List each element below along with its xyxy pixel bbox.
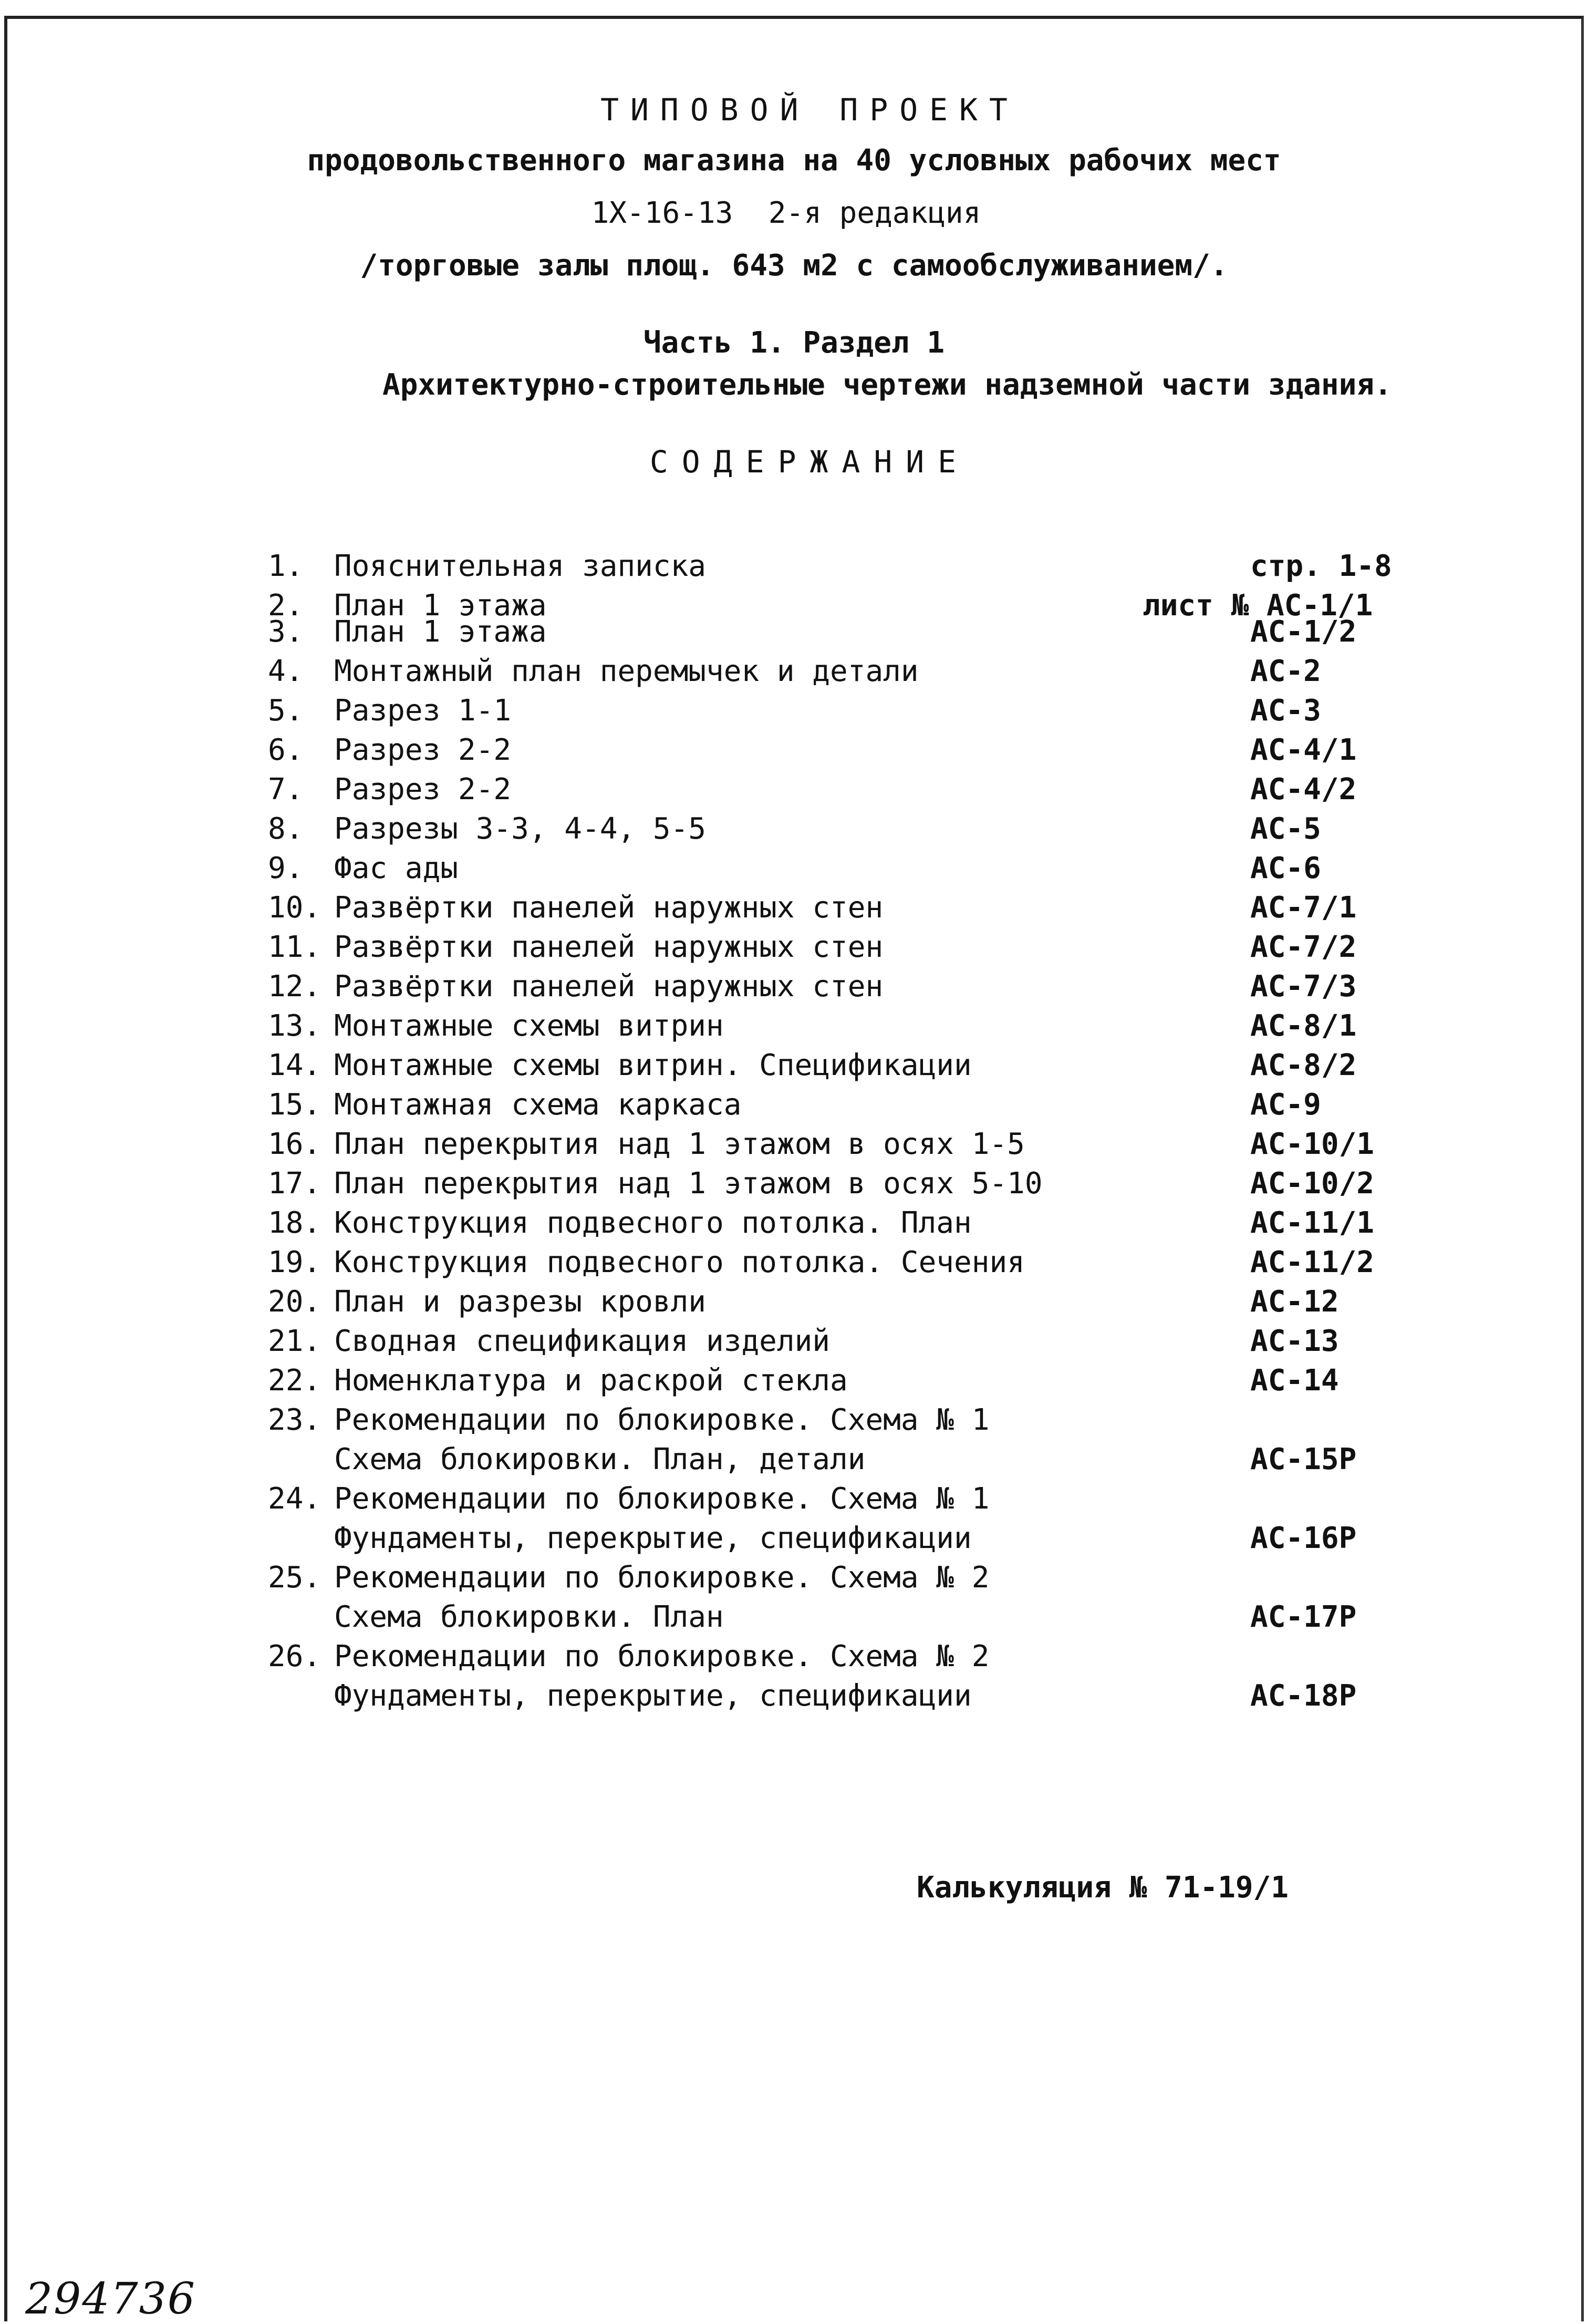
contents-item-number: 1. — [268, 549, 304, 583]
contents-item-number: 13. — [268, 1009, 321, 1043]
contents-item — [0, 1245, 1588, 1287]
contents-item-sheet: АС-1/2 — [1250, 615, 1357, 649]
contents-item-sheet: АС-10/2 — [1250, 1166, 1375, 1201]
contents-item-title: Конструкция подвесного потолка. Сечения — [334, 1245, 1025, 1279]
contents-item-title: Фундаменты, перекрытие, спецификации — [334, 1679, 972, 1713]
contents-item-title: Разрез 2-2 — [334, 733, 512, 767]
contents-item-sheet: АС-9 — [1250, 1088, 1321, 1122]
contents-item-number: 14. — [268, 1048, 321, 1082]
contents-item-title: Фундаменты, перекрытие, спецификации — [334, 1521, 972, 1555]
contents-item — [0, 1563, 1588, 1602]
contents-item-number: 12. — [268, 969, 321, 1004]
contents-item-number: 19. — [268, 1245, 321, 1279]
contents-item-title: Монтажные схемы витрин. Спецификации — [334, 1048, 972, 1082]
contents-item — [0, 1366, 1588, 1405]
contents-item — [0, 1011, 1588, 1050]
contents-item — [0, 814, 1588, 853]
contents-item-number: 23. — [268, 1403, 321, 1437]
contents-item — [0, 1484, 1588, 1523]
contents-item-sheet: АС-3 — [1250, 694, 1321, 728]
contents-item-sheet: АС-11/1 — [1250, 1206, 1375, 1240]
contents-item-title: Монтажные схемы витрин — [334, 1009, 724, 1043]
project-area-note: /торговые залы площ. 643 м2 с самообслуживанием/. — [360, 249, 1228, 283]
contents-item-title: Разрез 2-2 — [334, 772, 512, 807]
contents-item-number: 11. — [268, 930, 321, 964]
contents-item — [0, 772, 1588, 814]
contents-item-sheet: АС-16Р — [1250, 1521, 1357, 1555]
contents-item-title: Номенклатура и раскрой стекла — [334, 1364, 848, 1398]
contents-item-sheet: АС-15Р — [1250, 1442, 1357, 1476]
contents-item-number: 2. — [268, 588, 304, 623]
contents-item-title: План перекрытия над 1 этажом в осях 5-10 — [334, 1166, 1043, 1201]
contents-item-sheet: АС-2 — [1250, 654, 1321, 688]
contents-item-number: 8. — [268, 812, 304, 846]
contents-item-sheet: АС-12 — [1250, 1285, 1339, 1319]
contents-item — [0, 1521, 1588, 1563]
contents-item — [0, 654, 1588, 696]
contents-item-title: Развёртки панелей наружных стен — [334, 969, 884, 1004]
contents-item-title: Пояснительная записка — [334, 549, 707, 583]
part-description: Архитектурно-строительные чертежи надземной части здания. — [382, 368, 1392, 402]
contents-item-sheet: АС-6 — [1250, 851, 1321, 885]
contents-item-title: Рекомендации по блокировке. Схема № 2 — [334, 1639, 990, 1674]
contents-item-sheet: АС-13 — [1250, 1324, 1339, 1358]
contents-item — [0, 549, 1588, 591]
contents-item — [0, 1090, 1588, 1129]
contents-item-number: 20. — [268, 1285, 321, 1319]
contents-item — [0, 893, 1588, 932]
contents-item-sheet: АС-5 — [1250, 812, 1321, 846]
contents-item — [0, 617, 1588, 656]
part-label: Часть 1. Раздел 1 — [643, 326, 945, 360]
contents-item-number: 6. — [268, 733, 304, 767]
contents-item-number: 22. — [268, 1364, 321, 1398]
contents-item-number: 18. — [268, 1206, 321, 1240]
contents-item-title: План 1 этажа — [334, 588, 547, 623]
contents-item — [0, 1324, 1588, 1366]
contents-item-number: 15. — [268, 1088, 321, 1122]
contents-item — [0, 851, 1588, 893]
contents-item — [0, 1639, 1588, 1681]
contents-item-sheet: АС-8/1 — [1250, 1009, 1357, 1043]
contents-item-number: 5. — [268, 694, 304, 728]
contents-item-title: Рекомендации по блокировке. Схема № 1 — [334, 1403, 990, 1437]
contents-item-title: Разрез 1-1 — [334, 694, 512, 728]
contents-item-title: Разрезы 3-3, 4-4, 5-5 — [334, 812, 707, 846]
contents-item-number: 10. — [268, 891, 321, 925]
document-title: ТИПОВОЙ ПРОЕКТ — [600, 92, 1019, 128]
contents-item-sheet: АС-7/2 — [1250, 930, 1357, 964]
contents-item-number: 26. — [268, 1639, 321, 1674]
contents-item — [0, 930, 1588, 972]
contents-item-number: 24. — [268, 1482, 321, 1516]
contents-item-title: Схема блокировки. План — [334, 1600, 724, 1634]
contents-item — [0, 1681, 1588, 1720]
handwritten-inventory-number: 294736 — [25, 2274, 196, 2324]
contents-item-number: 25. — [268, 1561, 321, 1595]
contents-item — [0, 1442, 1588, 1484]
contents-item-number: 4. — [268, 654, 304, 688]
contents-item-sheet: АС-14 — [1250, 1364, 1339, 1398]
contents-item-number: 17. — [268, 1166, 321, 1201]
contents-item-title: Развёртки панелей наружных стен — [334, 891, 884, 925]
contents-item — [0, 1403, 1588, 1444]
contents-item-sheet: стр. 1-8 — [1250, 549, 1392, 583]
contents-item-title: Конструкция подвесного потолка. План — [334, 1206, 972, 1240]
contents-item-title: Развёртки панелей наружных стен — [334, 930, 884, 964]
contents-item — [0, 1600, 1588, 1641]
contents-item-title: Монтажный план перемычек и детали — [334, 654, 919, 688]
contents-item-sheet: АС-17Р — [1250, 1600, 1357, 1634]
contents-item-number: 21. — [268, 1324, 321, 1358]
contents-item-sheet: АС-7/3 — [1250, 969, 1357, 1004]
contents-item — [0, 1166, 1588, 1208]
contents-item-title: Сводная спецификация изделий — [334, 1324, 831, 1358]
contents-item — [0, 1206, 1588, 1247]
contents-item-sheet: АС-18Р — [1250, 1679, 1357, 1713]
contents-item-number: 3. — [268, 615, 304, 649]
contents-item — [0, 733, 1588, 774]
contents-item-sheet: АС-4/1 — [1250, 733, 1357, 767]
contents-item-number: 9. — [268, 851, 304, 885]
project-subtitle: продовольственного магазина на 40 условных рабочих мест — [307, 143, 1281, 178]
project-code: 1Х-16-13 2-я редакция — [591, 196, 981, 230]
contents-item-sheet: АС-4/2 — [1250, 772, 1357, 807]
contents-item — [0, 1127, 1588, 1169]
contents-item — [0, 1048, 1588, 1090]
contents-item-sheet: АС-11/2 — [1250, 1245, 1375, 1279]
calculation-number: Калькуляция № 71-19/1 — [917, 1871, 1289, 1905]
contents-item-title: Монтажная схема каркаса — [334, 1088, 742, 1122]
contents-item-title: План и разрезы кровли — [334, 1285, 707, 1319]
contents-item-sheet: АС-10/1 — [1250, 1127, 1375, 1161]
contents-item-sheet: АС-7/1 — [1250, 891, 1357, 925]
contents-item-sheet: АС-8/2 — [1250, 1048, 1357, 1082]
contents-item — [0, 696, 1588, 735]
contents-item-title: План перекрытия над 1 этажом в осях 1-5 — [334, 1127, 1025, 1161]
contents-item — [0, 1287, 1588, 1326]
contents-item-title: Фас ады — [334, 851, 459, 885]
contents-item — [0, 969, 1588, 1011]
contents-heading: СОДЕРЖАНИЕ — [649, 444, 970, 480]
contents-item-sheet: лист № АС-1/1 — [1143, 588, 1373, 623]
contents-item-title: Рекомендации по блокировке. Схема № 1 — [334, 1482, 990, 1516]
contents-item-title: План 1 этажа — [334, 615, 547, 649]
contents-item-number: 7. — [268, 772, 304, 807]
contents-item-title: Рекомендации по блокировке. Схема № 2 — [334, 1561, 990, 1595]
contents-item-title: Схема блокировки. План, детали — [334, 1442, 866, 1476]
contents-item-number: 16. — [268, 1127, 321, 1161]
